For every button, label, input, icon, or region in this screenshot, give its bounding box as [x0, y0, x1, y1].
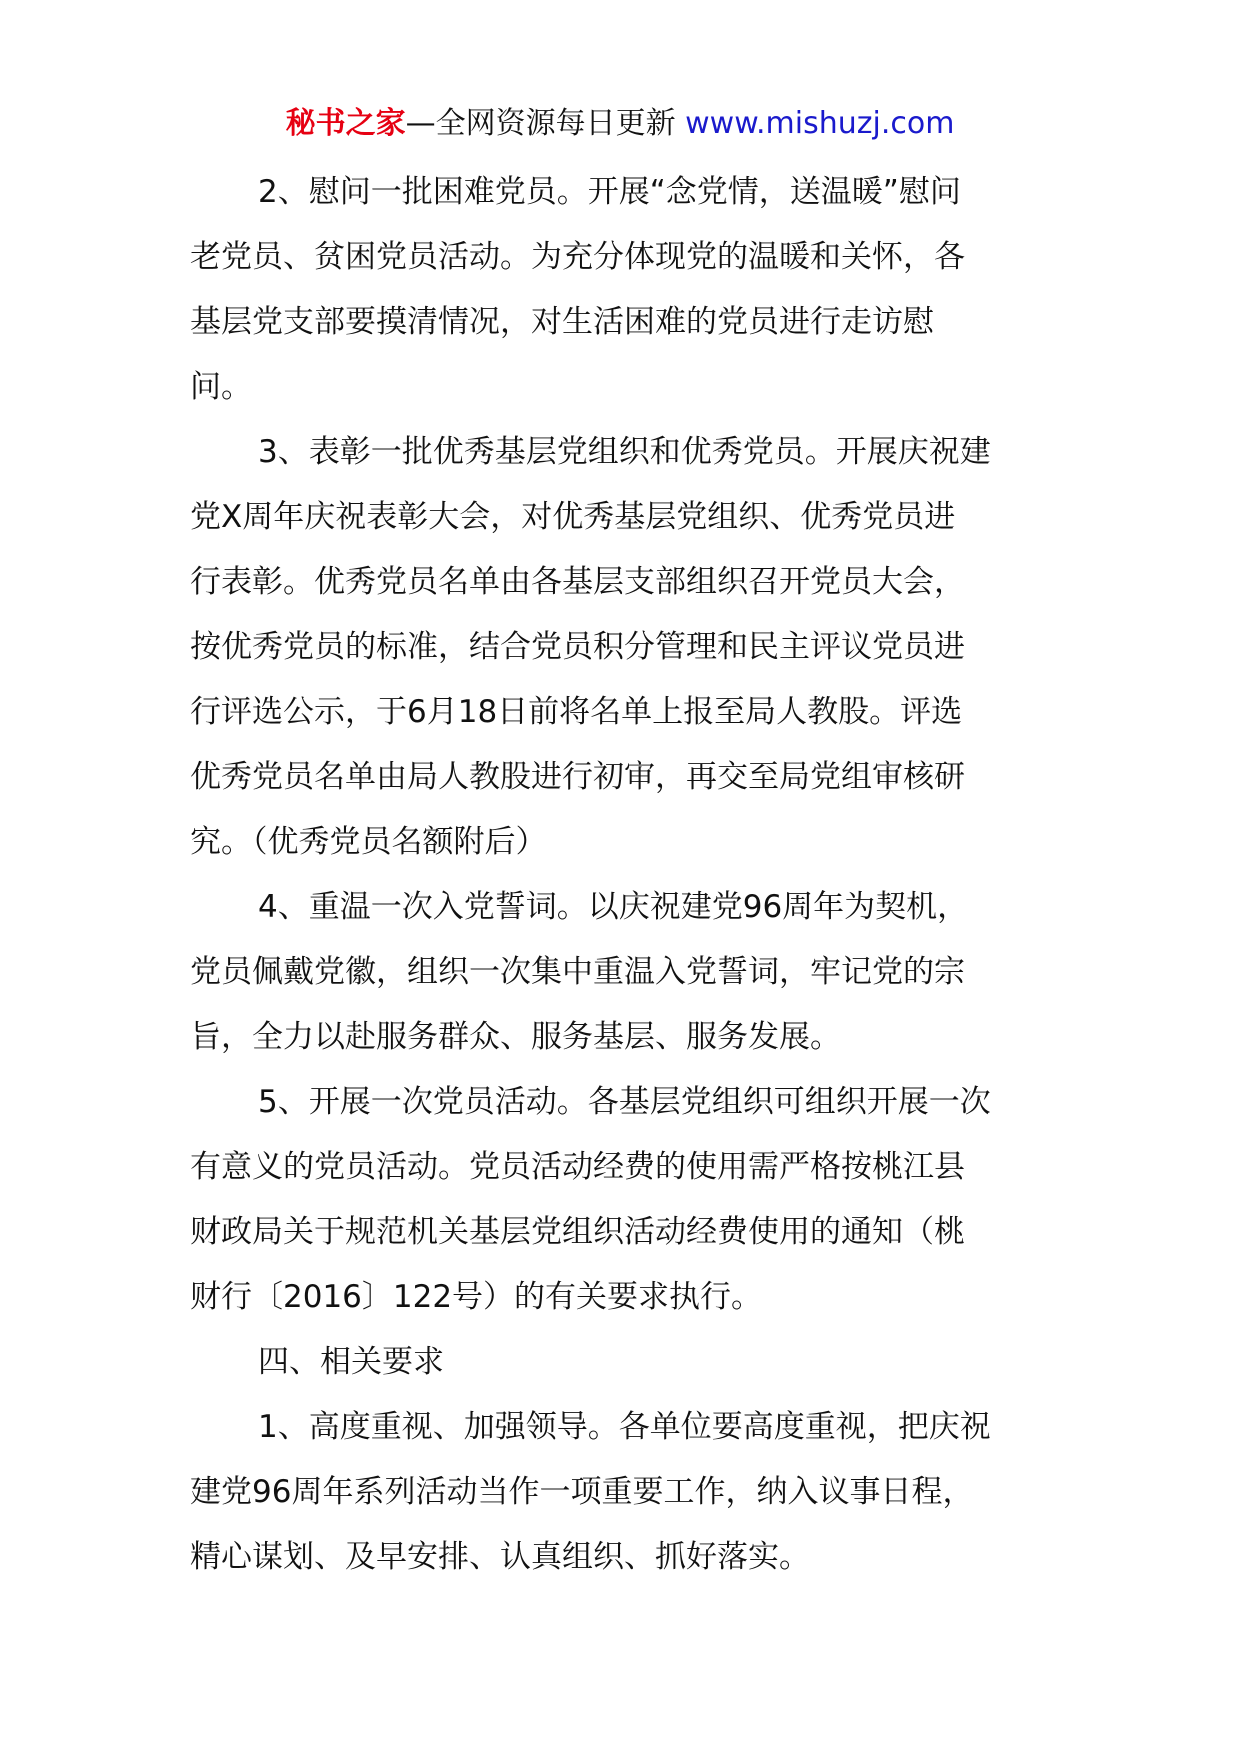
text-line: 财政局关于规范机关基层党组织活动经费使用的通知（桃 — [190, 1214, 965, 1250]
document-body — [190, 160, 1070, 1590]
section-heading — [190, 1330, 1070, 1395]
text-line: 有意义的党员活动。党员活动经费的使用需严格按桃江县 — [190, 1149, 965, 1185]
text-line: 党X周年庆祝表彰大会，对优秀基层党组织、优秀党员进 — [190, 499, 956, 535]
text-line: 旨，全力以赴服务群众、服务基层、服务发展。 — [190, 1019, 841, 1055]
text-line: 建党96周年系列活动当作一项重要工作，纳入议事日程， — [190, 1474, 974, 1510]
paragraph-item-4 — [190, 875, 1070, 1070]
text-line: 按优秀党员的标准，结合党员积分管理和民主评议党员进 — [190, 629, 965, 665]
text-line: 四、相关要求 — [258, 1344, 444, 1380]
text-line: 4、重温一次入党誓词。以庆祝建党96周年为契机， — [258, 889, 969, 925]
paragraph-item-5 — [190, 1070, 1070, 1330]
text-line: 1、高度重视、加强领导。各单位要高度重视，把庆祝 — [258, 1409, 991, 1445]
text-line: 优秀党员名单由局人教股进行初审，再交至局党组审核研 — [190, 759, 965, 795]
text-line: 行评选公示，于6月18日前将名单上报至局人教股。评选 — [190, 694, 963, 730]
text-line: 2、慰问一批困难党员。开展“念党情，送温暖”慰问 — [258, 174, 961, 210]
brand-name: 秘书之家 — [285, 106, 406, 141]
text-line: 问。 — [190, 369, 252, 405]
text-line: 行表彰。优秀党员名单由各基层支部组织召开党员大会， — [190, 564, 965, 600]
paragraph-requirement-1 — [190, 1395, 1070, 1590]
paragraph-item-3 — [190, 420, 1070, 875]
text-line: 3、表彰一批优秀基层党组织和优秀党员。开展庆祝建 — [258, 434, 991, 470]
site-url: www.mishuzj.com — [685, 106, 955, 141]
text-line: 基层党支部要摸清情况，对生活困难的党员进行走访慰 — [190, 304, 934, 340]
watermark-header — [0, 100, 1240, 148]
text-line: 财行〔2016〕122号）的有关要求执行。 — [190, 1279, 763, 1315]
paragraph-item-2 — [190, 160, 1070, 420]
text-line: 精心谋划、及早安排、认真组织、抓好落实。 — [190, 1539, 810, 1575]
text-line: 党员佩戴党徽，组织一次集中重温入党誓词，牢记党的宗 — [190, 954, 965, 990]
text-line: 究。（优秀党员名额附后） — [190, 824, 547, 860]
text-line: 5、开展一次党员活动。各基层党组织可组织开展一次 — [258, 1084, 991, 1120]
text-line: 老党员、贫困党员活动。为充分体现党的温暖和关怀，各 — [190, 239, 965, 275]
header-tagline: —全网资源每日更新 — [405, 106, 676, 141]
